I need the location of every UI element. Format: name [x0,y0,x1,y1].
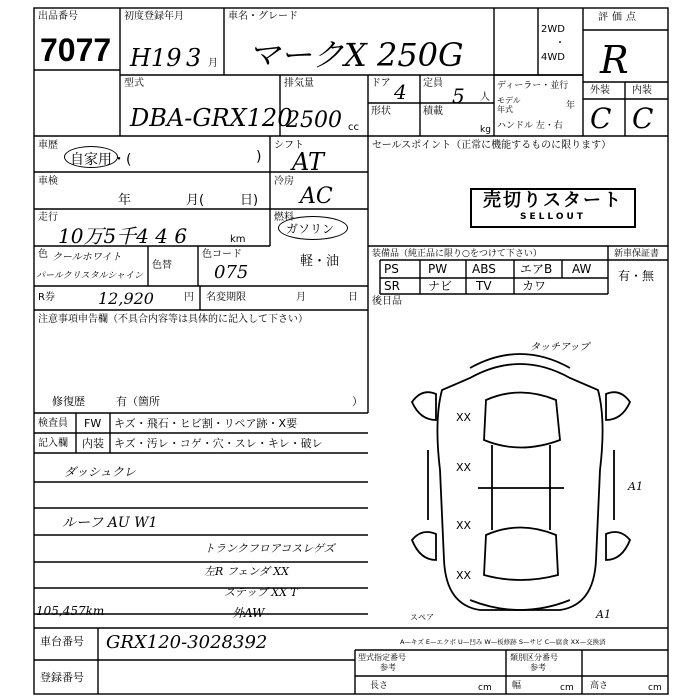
repair-label: 修復歴 [52,395,85,408]
name-change-day-unit: 日 [348,292,358,303]
load-unit: kg [480,125,491,135]
handwritten-note-4: 左R フェンダ XX [204,565,289,578]
rating-value: R [600,38,629,82]
fw-label: FW [84,417,102,430]
chassis-label: 車台番号 [40,635,84,648]
drive-2wd: 2WD [541,24,565,35]
drive-4wd: 4WD [541,52,565,63]
recycle-value: 12,920 [98,289,154,308]
name-change-month-unit: 月 [296,292,306,303]
inspection-month-unit: 月( [186,193,205,208]
fuel-value-1: ガソリン [286,222,335,236]
equipment-label: 装備品（純正品に限り○をつけて下さい） [372,249,542,259]
displacement-value: 2500 [286,108,342,133]
interior-check-label: 内装 [82,437,104,450]
recycle-label: R券 [38,292,55,303]
notes-label: 注意事項申告欄（不具合内容等は具体的に記入して下さい） [38,314,308,325]
fw-items: キズ・飛石・ヒビ割・リペア跡・X要 [114,417,298,430]
diagram-mark-4: XX [456,569,472,582]
displacement-label: 排気量 [284,78,314,89]
capacity-unit: 人 [480,92,490,103]
height-label: 高さ [590,681,609,691]
usage-label: 車歴 [38,140,58,151]
shift-value: AT [292,148,325,176]
length-label: 長さ [370,681,389,691]
inspection-label: 車検 [38,176,58,187]
equip-navi: ナビ [428,279,453,293]
registration-label: 登録番号 [40,671,84,684]
aircon-label: 冷房 [274,176,294,187]
displacement-unit: cc [348,122,359,133]
doors-value: 4 [394,80,407,104]
interior-value: C [632,102,654,135]
diagram-mark-3: XX [456,519,472,532]
first-reg-label: 初度登録年月 [124,11,184,22]
classification-reference: 参考 [530,663,546,672]
exterior-value: C [590,102,612,135]
diagram-mark-1: XX [456,411,472,424]
diagram-top-note: タッチアップ [530,342,590,353]
color-label: 色 [38,249,48,260]
model-name-label: 車名・グレード [228,11,298,22]
lot-label: 出品番号 [38,11,78,22]
equip-pw: PW [428,262,448,276]
color-value-2: パールクリスタルシャイン [36,271,144,281]
usage-circle [64,146,118,168]
fuel-value-2: 軽・油 [300,254,340,269]
handwritten-note-2: ルーフ AU W1 [62,515,158,531]
model-name-value: マークX 250G [248,36,464,74]
doors-label: ドア [371,78,391,89]
mileage-label: 走行 [38,212,58,223]
first-reg-value: H19 [130,44,182,72]
handwritten-note-5: ステップ XX T [224,586,298,599]
rear-items-label: 後日品 [372,296,402,307]
equip-aw: AW [572,262,592,276]
capacity-value: 5 [452,84,465,108]
handwritten-mileage: 105,457km [36,604,105,618]
inspector-label-1: 検査員 [38,418,68,429]
month-unit: 月 [208,58,218,69]
model-year-label: モデル年式 [497,96,521,114]
width-label: 幅 [512,681,522,691]
type-value: DBA-GRX120 [130,104,293,132]
designated-label: 型式指定番号 [358,653,406,662]
chassis-value: GRX120-3028392 [106,632,268,653]
inspector-label-2: 記入欄 [38,438,68,449]
recolor-label: 色替 [152,260,172,271]
yen-unit: 円 [184,292,194,303]
sellout-stamp-main: 売切りスタート [483,190,623,211]
lot-number: 7077 [40,32,112,68]
capacity-label: 定員 [423,78,443,89]
inspection-year-unit: 年 [118,193,132,208]
exterior-label: 外装 [590,85,610,96]
sales-point-label: セールスポイント（正常に機能するものに限ります） [372,140,612,151]
handle-label: ハンドル 左・右 [497,121,563,131]
equip-ps: PS [384,262,399,276]
equip-leather: カワ [522,279,547,293]
equip-airbag: エアB [520,262,553,276]
model-year-unit: 年 [566,101,576,111]
classification-label: 類別区分番号 [510,653,558,662]
handwritten-note-1: ダッシュクレ [64,465,136,479]
handwritten-note-6: 外AW [232,606,265,620]
repair-close: ） [352,395,363,408]
car-diagram [412,354,630,610]
mileage-value: 10万5千4 4 6 [58,224,188,248]
handwritten-note-3: トランクフロアコスレゲズ [204,542,335,555]
interior-label: 内装 [632,85,652,96]
warranty-value: 有・無 [618,269,655,283]
diagram-mark-5: A1 [628,480,643,493]
diagram-mark-6: A1 [596,608,611,621]
damage-legend: A—キズ E—エクボ U—凹み W—板修跡 S—サビ C—腐食 XX—交換済 [400,638,606,646]
first-reg-month: 3 [186,44,202,72]
sellout-stamp [470,188,636,228]
fuel-circle [278,216,348,240]
equip-tv: TV [476,279,492,293]
color-code-value: 075 [214,262,249,283]
equip-abs: ABS [472,262,496,276]
spare-label: スペア [410,613,434,622]
dealer-label: ディーラー・並行 [497,81,569,91]
shift-label: シフト [274,140,304,151]
length-unit: cm [478,683,492,693]
interior-check-items: キズ・汚レ・コゲ・穴・スレ・キレ・破レ [114,437,323,450]
color-code-label: 色コード [202,249,242,260]
rating-label: 評価点 [598,12,640,23]
sellout-stamp-sub: SELLOUT [520,212,586,222]
usage-value: 自家用・( [70,152,132,168]
diagram-mark-2: XX [456,461,472,474]
name-change-label: 名変期限 [206,292,246,303]
load-label: 積載 [423,106,443,117]
height-unit: cm [648,683,662,693]
designated-reference: 参考 [380,663,396,672]
drive-sep: ・ [555,38,565,49]
usage-close: ) [256,149,262,165]
shape-label: 形状 [371,106,391,117]
width-unit: cm [560,683,574,693]
aircon-value: AC [300,184,333,209]
equip-sr: SR [384,279,400,293]
warranty-label: 新車保証書 [614,249,660,259]
repair-value: 有（箇所 [116,395,160,408]
type-label: 型式 [124,78,144,89]
fuel-label: 燃料 [274,212,294,223]
mileage-unit: km [230,234,246,245]
inspection-day-unit: 日) [240,193,259,208]
color-value-1: クールホワイト [52,252,122,263]
